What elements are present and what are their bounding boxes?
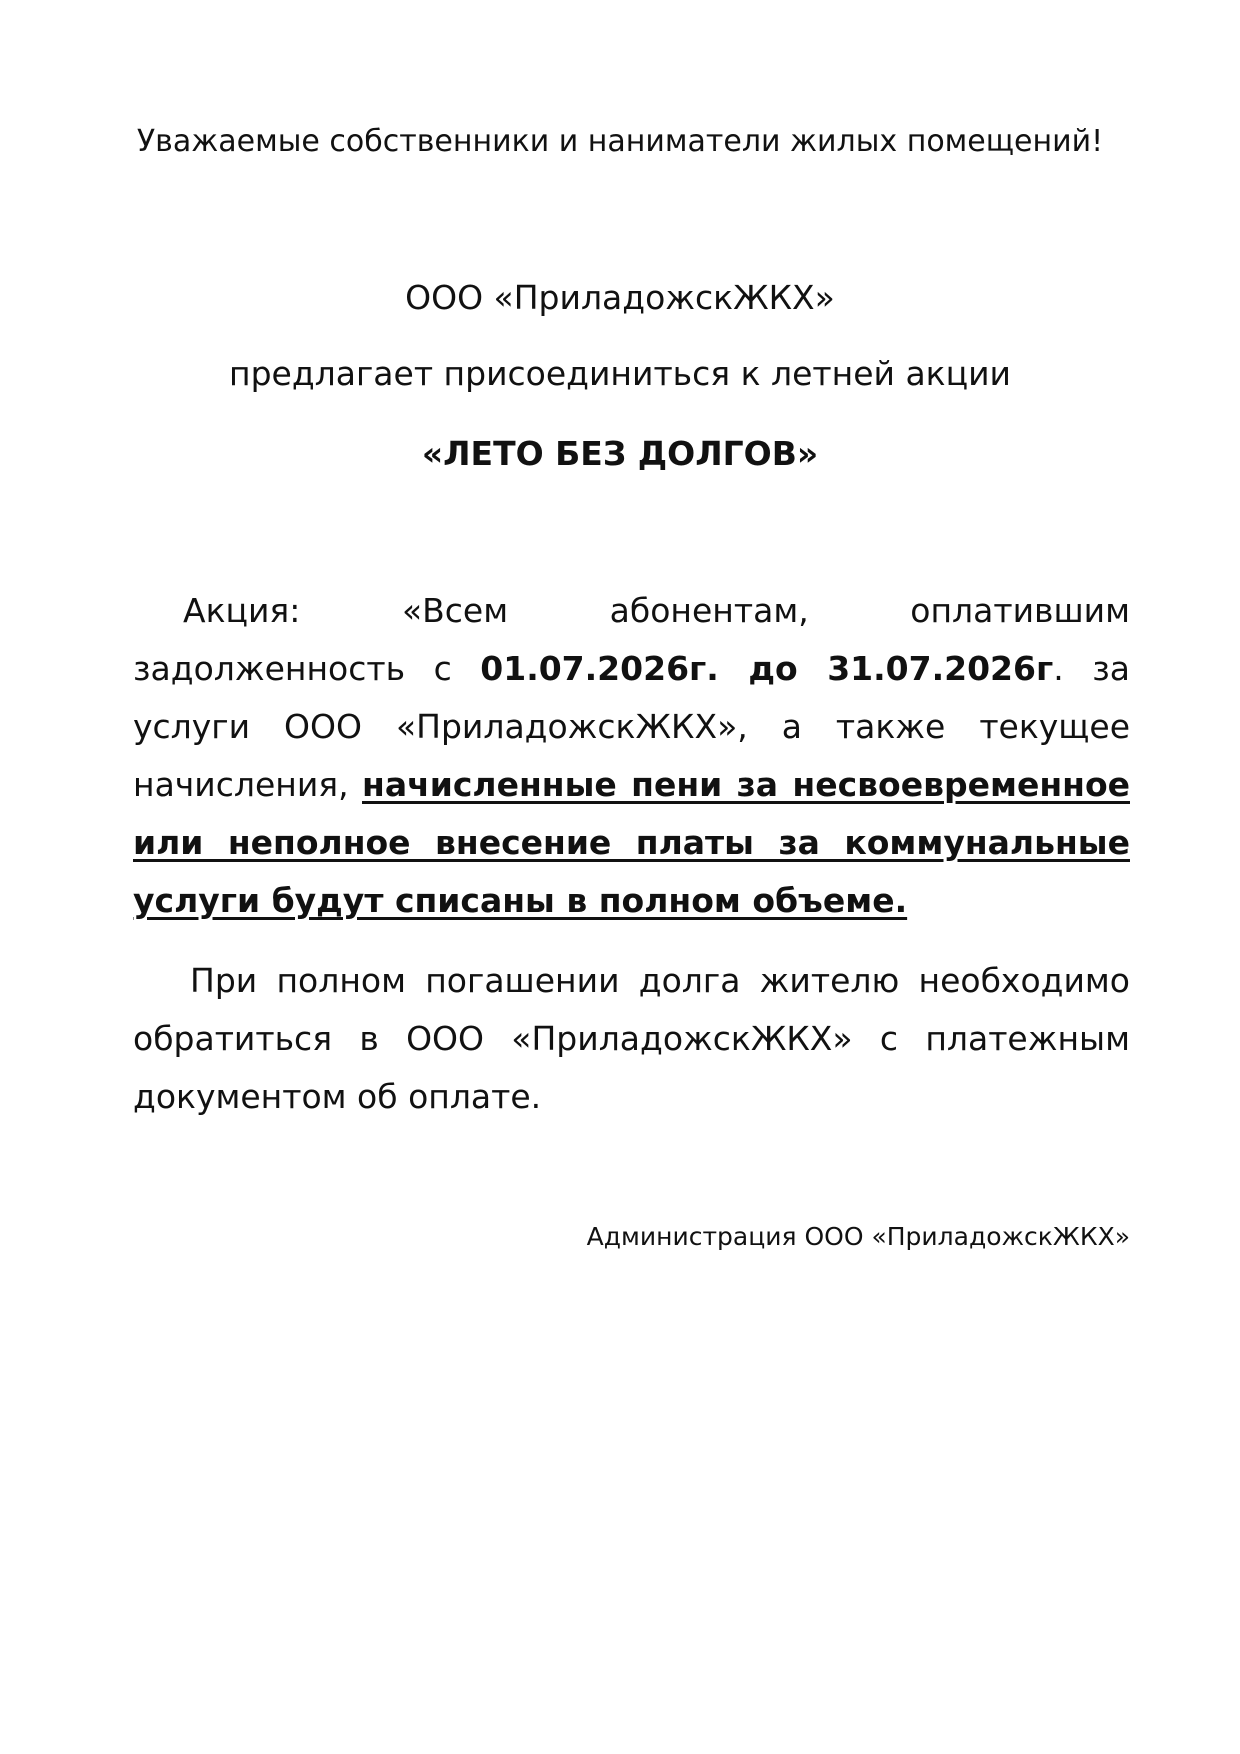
company-name: ООО «ПриладожскЖКХ» <box>405 278 835 317</box>
promo-paragraph-middle: . за услуги ООО «ПриладожскЖКХ», а также текущее начисления, <box>133 649 1130 804</box>
signature: Администрация ООО «ПриладожскЖКХ» <box>586 1222 1130 1251</box>
promo-paragraph <box>133 582 1130 930</box>
greeting-heading: Уважаемые собственники и наниматели жилых помещений! <box>136 124 1104 159</box>
offer-line: предлагает присоединиться к летней акции <box>229 354 1011 393</box>
promo-paragraph-lead: Акция: «Всем абонентам, оплатившим задолженность с <box>133 591 1130 688</box>
instructions-paragraph: При полном погашении долга жителю необходимо обратиться в ООО «ПриладожскЖКХ» с платежным документом об оплате. <box>133 961 1130 1116</box>
promo-emphasis: начисленные пени за несвоевременное или неполное внесение платы за коммунальные услуги будут списаны в полном объеме. <box>133 765 1130 920</box>
promo-title: «ЛЕТО БЕЗ ДОЛГОВ» <box>421 434 819 473</box>
promo-dates: 01.07.2026г. до 31.07.2026г <box>480 649 1054 688</box>
